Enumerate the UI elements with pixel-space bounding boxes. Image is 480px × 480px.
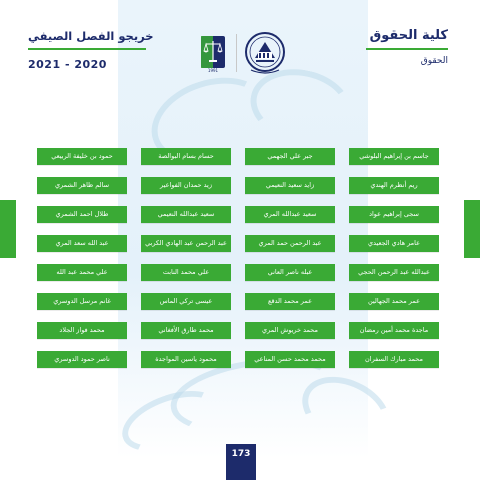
- graduate-name: علي محمد عبد الله: [37, 264, 127, 281]
- faculty-logo-year: 1991: [207, 68, 219, 73]
- faculty-subtitle: الحقوق: [420, 56, 448, 66]
- graduate-name: محمد مبارك السفران: [349, 351, 439, 368]
- graduate-name: طلال احمد الشمري: [37, 206, 127, 223]
- graduate-name: عبد الرحمن عبد الهادي الكربي: [141, 235, 231, 252]
- cohort-title: خريجو الفصل الصيفي: [28, 29, 154, 43]
- cohort-underline: [28, 48, 146, 50]
- left-side-tab: [0, 200, 16, 258]
- graduate-name: عبد الله سعد المري: [37, 235, 127, 252]
- graduate-name: سجى إبراهيم عواد: [349, 206, 439, 223]
- graduate-name: سالم ظاهر الشمري: [37, 177, 127, 194]
- graduate-name: غانم مرسل الدوسري: [37, 293, 127, 310]
- graduate-name: محمد خريوش المري: [245, 322, 335, 339]
- faculty-scales-logo-icon: [198, 32, 228, 74]
- cohort-header: [28, 28, 158, 71]
- graduate-name: جاسم بن إبراهيم البلوشي: [349, 148, 439, 165]
- academic-year: 2021 - 2020: [28, 58, 107, 71]
- faculty-header: [338, 28, 448, 66]
- graduate-name: ناصر حمود الدوسري: [37, 351, 127, 368]
- graduate-name: محمد طارق الأفغاني: [141, 322, 231, 339]
- faculty-title: كلية الحقوق: [369, 28, 448, 43]
- graduate-name: زايد سعيد النعيمي: [245, 177, 335, 194]
- graduate-name: عبله ناصر العاني: [245, 264, 335, 281]
- graduate-name: عيسى تركي الماس: [141, 293, 231, 310]
- graduate-name: محمد محمد حسن المناعي: [245, 351, 335, 368]
- logo-divider: [236, 34, 237, 72]
- university-emblem-icon: [244, 30, 286, 76]
- graduate-name: سعيد عبدالله المري: [245, 206, 335, 223]
- right-side-tab: [464, 200, 480, 258]
- graduate-name: زيد حمدان الفواعير: [141, 177, 231, 194]
- page-number: 173: [226, 444, 256, 480]
- faculty-underline: [366, 48, 448, 50]
- graduate-name: عبدالله عبد الرحمن الحجي: [349, 264, 439, 281]
- graduate-name: عامر هادي الجعيدي: [349, 235, 439, 252]
- graduate-name: عمر محمد الدقع: [245, 293, 335, 310]
- graduate-name: جبر علي الجهمي: [245, 148, 335, 165]
- graduate-name: عمر محمد الجهالين: [349, 293, 439, 310]
- graduate-name: علي محمد النابت: [141, 264, 231, 281]
- graduate-name: سعيد عبدالله النعيمي: [141, 206, 231, 223]
- graduate-name: محمد فواز الجلاد: [37, 322, 127, 339]
- graduate-name: عبد الرحمن حمد المري: [245, 235, 335, 252]
- graduate-name: ريم أنظرم الهندي: [349, 177, 439, 194]
- graduate-name: محمود ياسين المواجدة: [141, 351, 231, 368]
- graduate-name: ماجدة محمد أمين رمضان: [349, 322, 439, 339]
- graduates-grid: [37, 148, 439, 368]
- graduate-name: حمود بن خليفة الربيعي: [37, 148, 127, 165]
- graduate-name: حسام بسام البوالصة: [141, 148, 231, 165]
